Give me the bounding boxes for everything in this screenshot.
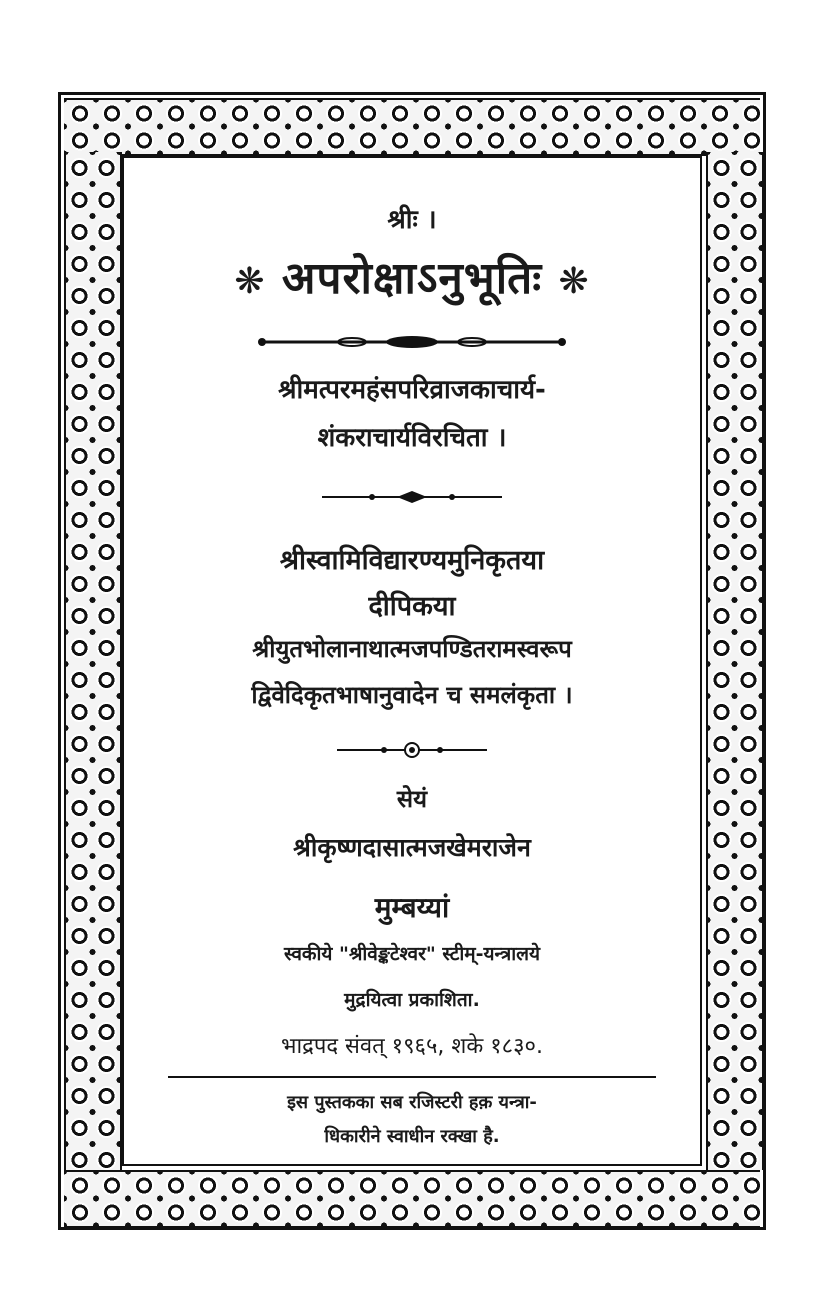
flower-divider — [122, 742, 702, 758]
seyam-line: सेयं — [396, 785, 428, 813]
separator-rule — [168, 1076, 656, 1078]
copyright-line-1: इस पुस्तकका सब रजिस्टरी हक़ यन्त्रा- — [287, 1092, 537, 1113]
publisher-city: मुम्बय्यां — [374, 891, 450, 924]
commentary-line-3: श्रीयुतभोलानाथात्मजपण्डितरामस्वरूप — [252, 635, 572, 663]
commentary-line-1: श्रीस्वामिविद्यारण्यमुनिकृतया — [279, 545, 545, 576]
copyright-line-2: धिकारीने स्वाधीन रक्खा है. — [324, 1126, 500, 1147]
invocation: श्रीः । — [387, 205, 437, 235]
publisher-press: स्वकीये "श्रीवेङ्कटेश्वर" स्टीम्-यन्त्रालये — [283, 943, 541, 965]
star-ornament-left: ❋ — [234, 261, 266, 302]
author-line-1: श्रीमत्परमहंसपरिव्राजकाचार्य- — [278, 375, 546, 405]
author-line-2: शंकराचार्यविरचिता । — [317, 423, 507, 453]
flourish-divider — [122, 490, 702, 504]
floral-border-left — [64, 152, 122, 1170]
floral-border-bottom — [64, 1170, 760, 1228]
floral-border-top — [64, 98, 760, 156]
floral-border-right — [706, 152, 764, 1170]
publisher-line-4: मुद्रयित्वा प्रकाशिता. — [344, 989, 480, 1011]
title-line — [122, 246, 702, 306]
scroll-divider — [122, 334, 702, 350]
commentary-line-2: दीपिकया — [368, 591, 456, 622]
star-ornament-right: ❋ — [558, 261, 590, 302]
book-title: अपरोक्षाऽनुभूतिः — [281, 253, 543, 304]
publisher-line-1: श्रीकृष्णदासात्मजखेमराजेन — [293, 833, 531, 862]
publication-date: भाद्रपद संवत् १९६५, शके १८३०. — [280, 1034, 543, 1059]
commentary-line-4: द्विवेदिकृतभाषानुवादेन च समलंकृता । — [251, 681, 573, 709]
